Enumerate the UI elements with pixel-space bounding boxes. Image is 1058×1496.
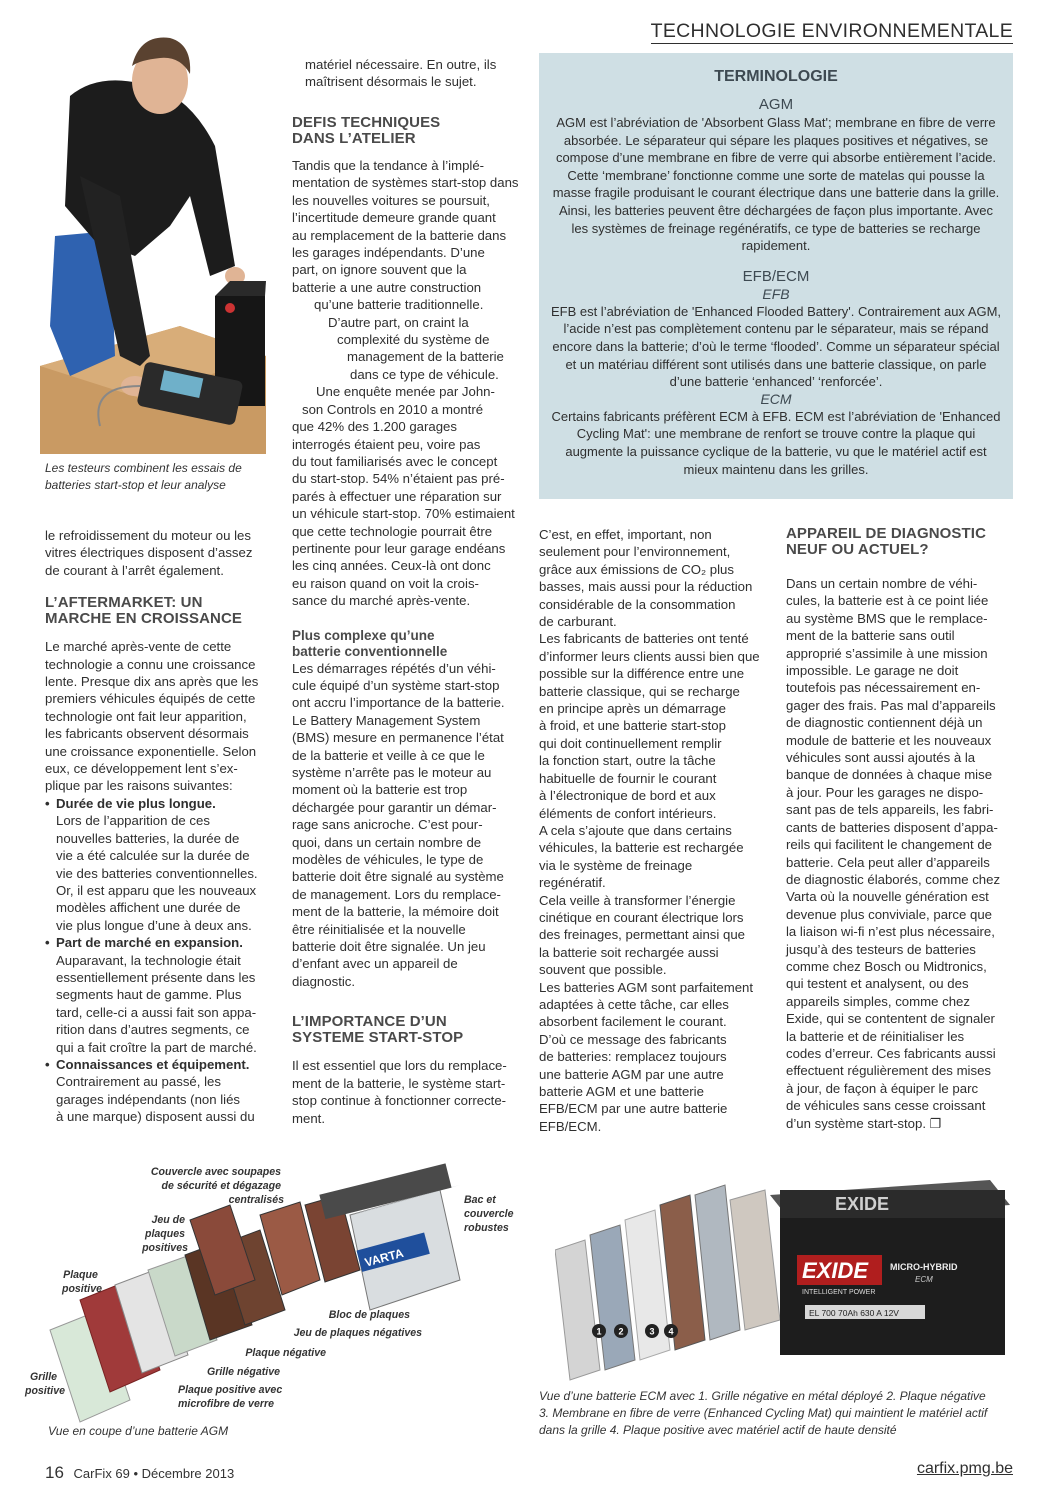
text-line: de courant à l’arrêt également. [45, 562, 224, 578]
text-line: la batterie et de réinitialiser les [786, 1028, 965, 1044]
text-line: EFB/ECM par une autre batterie [539, 1101, 728, 1117]
footer-left [45, 1463, 234, 1483]
text-line: batterie doit être signalé au système [292, 869, 504, 885]
text-line: cinétique en courant électrique lors [539, 909, 744, 925]
agm-caption: Vue en coupe d’une batterie AGM [48, 1424, 229, 1438]
text-line: qu’une batterie traditionnelle. [314, 297, 484, 313]
text-line: considérable de la consommation [539, 596, 736, 612]
mechanic-testing-battery-photo [40, 26, 266, 454]
text-line: les cinq années. Ceux-là ont donc [292, 558, 491, 574]
text-line: maîtrisent désormais le sujet. [305, 74, 477, 90]
text-line: ment de la batterie sans outil [786, 628, 955, 644]
svg-text:Bac et couvercle robus [464, 1194, 516, 1234]
ecm-top-brand: EXIDE [835, 1194, 890, 1214]
label-couvercle-3: centralisés [228, 1194, 284, 1206]
agm-text: AGM est l’abréviation de 'Absorbent Glass Mat'; membrane en fibre de verre absorbée. Le séparateur qui sépare les plaques positives et négatives, se compose d’une membrane en fibre de verre qui absorbe entièrement l’acide. Cette ‘membrane’ fonctionne comme une sorte de matelas qui pousse la masse fragile produisant le courant électrique dans une batterie dans la grille. Ainsi, les batteries peuvent être déchargées de façon plus importante. Avec les systèmes de freinage regénératifs, ce type de batteries se recharge rapidement. [552, 115, 1000, 254]
text-line: souvent que possible. [539, 962, 667, 978]
label-jeu-pos-3: positives [142, 1242, 188, 1254]
heading-line: MARCHE EN CROISSANCE [45, 610, 243, 628]
text-line: EFB/ECM. [539, 1118, 602, 1134]
text-line: batterie doit être signalée. Un jeu [292, 939, 486, 955]
text-line: reils qui facilitent le changement de [786, 837, 992, 853]
bullet-title: Part de marché en expansion. [56, 935, 243, 951]
text-line: de diagnostic élaborés, comme chez [786, 871, 1001, 887]
ecm-battery-exploded-diagram [555, 1170, 1025, 1390]
text-line: Lors de l’apparition de ces [56, 813, 210, 829]
text-line: diagnostic. [292, 973, 356, 989]
text-line: parés à effectuer une réparation sur [292, 488, 502, 504]
text-line: possible sur la différence entre une [539, 666, 745, 682]
heading-defis [292, 115, 524, 147]
text-line: C’est, en effet, important, non [539, 527, 712, 542]
text-line: de batteries: remplacez toujours [539, 1049, 727, 1065]
text-line: dans ce type de véhicule. [350, 366, 499, 382]
column-2-top [305, 56, 520, 91]
label-bac-1: Bac et [464, 1194, 496, 1206]
text-line: déchargée pour garantir un démar- [292, 799, 497, 815]
bullet-title: Connaissances et équipement. [56, 1056, 250, 1072]
label-plaque-fibre-1: Plaque positive avec [178, 1384, 283, 1396]
subheading-complexe [292, 628, 524, 660]
text-line: la batterie soit rechargée aussi [539, 944, 719, 960]
text-line: rition dans d’autres segments, ce [56, 1022, 250, 1038]
text-line: ment. [292, 1110, 325, 1126]
text-line: Le marché après-vente de cette [45, 639, 232, 655]
text-line: regénératif. [539, 875, 606, 891]
text-line: effectuent régulièrement des mises [786, 1063, 992, 1079]
efb-title: EFB [762, 285, 790, 302]
ecm-text: Certains fabricants préfèrent ECM à EFB. ECM est l’abréviation de 'Enhanced Cycling Mat': une membrane de renfort se trouve contre la plaque qui augmente la puissance cyclique de la batterie, vu que le matériel actif est mieux maintenu dans les grilles. [551, 408, 1001, 477]
text-line: le refroidissement du moteur ou les [45, 528, 251, 543]
section-header: TECHNOLOGIE ENVIRONNEMENTALE [650, 20, 1013, 42]
text-line: segments haut de gamme. Plus [56, 987, 242, 1003]
text-line: modèles de véhicules, le type de [292, 852, 484, 868]
text-line: à jour. Pour les garages ne dispo- [786, 784, 984, 800]
text-line: garages indépendants (non liés [56, 1091, 241, 1107]
text-line: véhicules, la batterie est rechargée [539, 840, 744, 856]
text-line: batterie classique, qui se recharge [539, 683, 740, 699]
text-line: adaptées à cette tâche, car elles [539, 996, 729, 1012]
ecm-caption [539, 1388, 1019, 1439]
text-line: D’où ce message des fabricants [539, 1031, 727, 1047]
text-line: à une marque) disposent aussi du [56, 1109, 255, 1125]
text-line: sance du marché après-vente. [292, 593, 471, 609]
text-line: lente. Presque dix ans après que les [45, 674, 259, 690]
text-line: Cela veille à transformer l’énergie [539, 892, 736, 908]
agm-battery-cutaway-diagram [20, 1160, 520, 1425]
ecm-brand-sub: INTELLIGENT POWER [802, 1289, 876, 1296]
bullet-dot: • [45, 795, 50, 811]
terminology-box [539, 53, 1013, 499]
svg-text:Plaque positive avec micro [178, 1384, 285, 1410]
text-line: technologie a connu une croissance [45, 656, 256, 672]
ecm-number-2: 2 [618, 1326, 624, 1337]
column-2 [292, 115, 524, 1127]
text-line: les fabricants observent désormais [45, 726, 249, 742]
agm-title: AGM [758, 96, 794, 113]
text-line: être réinitialisée et la nouvelle [292, 921, 466, 937]
text-line: module de batterie et les nouveaux [786, 732, 992, 748]
text-line: management de la batterie [347, 349, 504, 365]
text-line: moment où la batterie est trop [292, 782, 468, 798]
text-line: appareils simples, comme chez [786, 993, 970, 1009]
text-line: système n’arrête pas le moteur au [292, 765, 492, 780]
label-grille-neg: Grille négative [206, 1366, 280, 1378]
text-line: une batterie AGM par une autre [539, 1066, 724, 1082]
text-line: grâce aux émissions de CO₂ plus [539, 561, 734, 577]
text-line: Varta où la nouvelle génération est [786, 889, 989, 905]
text-line: (BMS) mesure en permanence l’état [292, 730, 504, 746]
efbecm-title: EFB/ECM [742, 267, 810, 285]
text-line: une croissance exponentielle. Selon [45, 743, 257, 759]
bullet-title: Durée de vie plus longue. [56, 795, 216, 811]
heading-appareil [786, 526, 1018, 558]
text-line: Or, il est apparu que les nouveaux [56, 882, 257, 898]
text-line: Exide, qui se contentent de signaler [786, 1011, 995, 1027]
column-4 [786, 526, 1018, 1132]
text-line: plique par les raisons suivantes: [45, 778, 233, 794]
label-bac-2: couvercle [464, 1208, 514, 1220]
text-line: gager des frais. Pas mal d’appareils [786, 697, 996, 713]
heading-line: APPAREIL DE DIAGNOSTIC [786, 525, 986, 542]
text-line: quoi, dans un certain nombre de [292, 834, 482, 850]
heading-line: NEUF OU ACTUEL? [786, 541, 929, 558]
text-line: vie plus longue d’une à deux ans. [56, 917, 252, 933]
text-line: ont accru l’importance de la batterie. [292, 695, 505, 711]
paragraph [786, 575, 1018, 1132]
label-jeu-pos-2: plaques [145, 1228, 186, 1240]
text-line: d’enfant avec un appareil de [292, 956, 458, 972]
heading-aftermarket [45, 595, 270, 627]
svg-text:Plaque positive [61, 1269, 102, 1295]
text-line: devenue plus conviviale, parce que [786, 906, 993, 922]
text-line: qui doit continuellement remplir [539, 735, 722, 751]
label-plaque-fibre-2: microfibre de verre [178, 1398, 274, 1410]
text-line: un véhicule start-stop. 70% estimaient [292, 506, 515, 522]
label-jeu-pos-1: Jeu de [151, 1214, 186, 1226]
issue-info: CarFix 69 • Décembre 2013 [73, 1466, 235, 1481]
label-bloc: Bloc de plaques [328, 1309, 410, 1321]
text-line: de la batterie et veille à ce que le [292, 747, 485, 763]
ecm-front-brand: EXIDE [802, 1258, 869, 1283]
text-line: batterie. Cela peut aller d’appareils [786, 854, 990, 870]
text-line: Tandis que la tendance à l’implé- [292, 158, 485, 173]
text-line: Il est essentiel que lors du remplace- [292, 1058, 507, 1074]
ecm-layers [555, 1185, 780, 1380]
ecm-number-3: 3 [649, 1326, 655, 1337]
text-line: Le Battery Management System [292, 712, 481, 728]
photo-caption: Les testeurs combinent les essais de batteries start-stop et leur analyse [45, 461, 242, 492]
label-bac-3: robustes [464, 1222, 509, 1234]
text-line: jusqu’à des testeurs de batteries [786, 941, 976, 957]
text-line: cule équipé d’un système start-stop [292, 677, 500, 693]
text-line: banque de données à chaque mise [786, 767, 993, 783]
text-line: Auparavant, la technologie était [56, 952, 241, 968]
text-line: Dans un certain nombre de véhi- [786, 576, 978, 591]
text-line: que 42% des 1.200 garages [292, 419, 457, 435]
text-line: à jour, de façon à équiper le parc [786, 1080, 979, 1096]
text-line: vitres électriques disposent d’assez [45, 545, 253, 561]
text-line: qui a fait croître la part de marché. [56, 1039, 257, 1055]
text-line: interrogés étaient peu, voire pas [292, 436, 481, 452]
text-line: au système BMS que le remplace- [786, 610, 988, 626]
text-line: absorbent facilement le courant. [539, 1014, 727, 1030]
text-line: du start-stop. 54% n’étaient pas pré- [292, 471, 505, 487]
svg-text:Couvercle avec soupapes de [151, 1166, 284, 1206]
paragraph [292, 1057, 524, 1127]
text-line: d’un système start-stop. ❐ [786, 1115, 942, 1131]
caption-line: 3. Membrane en fibre de verre (Enhanced Cycling Mat) qui maintient le matériel actif [539, 1406, 988, 1420]
heading-importance [292, 1014, 524, 1046]
label-jeu-neg: Jeu de plaques négatives [293, 1327, 422, 1339]
bullet-dot: • [45, 1056, 50, 1072]
column-3 [539, 526, 771, 1135]
label-couvercle-1: Couvercle avec soupapes [150, 1166, 282, 1178]
text-line: mentation de systèmes start-stop dans [292, 175, 519, 191]
text-line: de carburant. [539, 614, 617, 630]
text-line: eux, ce développement lent s’ex- [45, 761, 238, 777]
label-couvercle-2: de sécurité et dégazage [161, 1180, 282, 1192]
paragraph [292, 157, 524, 610]
text-line: qui testent et analysent, ou des [786, 976, 969, 992]
text-line: les nouvelles voitures se poursuit, [292, 192, 490, 208]
heading-line: DEFIS TECHNIQUES [292, 114, 441, 131]
paragraph [45, 638, 270, 795]
text-line: de management. Lors du remplace- [292, 886, 501, 902]
heading-line: L’IMPORTANCE D’UN [292, 1013, 447, 1031]
heading-line: L’AFTERMARKET: UN [45, 594, 203, 612]
text-line: seulement pour l’environnement, [539, 544, 731, 560]
ecm-spec: EL 700 70Ah 630 A 12V [809, 1308, 899, 1318]
text-line: premiers véhicules équipés de cette [45, 691, 256, 707]
bullet-item [45, 934, 270, 1056]
text-line: comme chez Bosch ou Midtronics, [786, 958, 987, 974]
svg-text:Grille positive [24, 1371, 65, 1397]
text-line: sant pas de tels appareils, les fabri- [786, 802, 994, 818]
label-grille-pos-2: positive [24, 1385, 66, 1397]
text-line: de diagnostic contiennent déjà un [786, 715, 983, 731]
text-line: Les démarrages répétés d’un véhi- [292, 660, 496, 676]
text-line: l’incertitude demeure grande quant [292, 210, 496, 226]
text-line: d’informer leurs clients aussi bien que [539, 648, 760, 664]
text-line: ment de la batterie, le système start- [292, 1075, 506, 1091]
text-line: en principe après un démarrage [539, 701, 726, 717]
label-plaque-pos-2: positive [61, 1283, 103, 1295]
bullet-item [45, 795, 270, 934]
text-line: des freinages, permettant ainsi que [539, 927, 745, 943]
label-plaque-pos-1: Plaque [63, 1269, 98, 1281]
text-line: part, on ignore souvent que la [292, 262, 467, 278]
text-line: modèles affichent une durée de [56, 900, 241, 916]
text-line: vie des batteries conventionnelles. [56, 865, 258, 881]
bullet-item [45, 1056, 270, 1126]
page-number: 16 [45, 1463, 64, 1482]
heading-line: SYSTEME START-STOP [292, 1029, 464, 1047]
caption-line: dans la grille 4. Plaque positive avec matériel actif de haute densité [539, 1423, 897, 1437]
text-line: codes d’erreur. Ces fabricants aussi [786, 1045, 996, 1061]
agm-brand-text: VARTA [363, 1245, 405, 1270]
text-line: éléments de confort intérieurs. [539, 805, 717, 821]
text-line: impossible. Le garage ne doit [786, 663, 959, 679]
text-line: eu raison quand on voit la crois- [292, 575, 479, 591]
text-line: matériel nécessaire. En outre, ils [305, 57, 497, 72]
text-line: A cela s’ajoute que dans certains [539, 822, 732, 838]
heading-line: DANS L’ATELIER [292, 130, 416, 147]
text-line: à l’électronique de bord et aux [539, 788, 716, 804]
text-line: ment de la batterie, la mémoire doit [292, 904, 499, 920]
text-line: Contrairement au passé, les [56, 1074, 221, 1090]
text-line: D’autre part, on craint la [328, 314, 469, 330]
text-line: au remplacement de la batterie dans [292, 227, 507, 243]
text-line: via le système de freinage [539, 857, 693, 873]
text-line: pertinente pour leur garage endéans [292, 540, 506, 556]
text-line: Les batteries AGM sont parfaitement [539, 979, 754, 995]
text-line: tard, celle-ci a aussi fait son appa- [56, 1004, 257, 1020]
text-line: les garages indépendants. D’une [292, 245, 485, 261]
text-line: essentiellement présente dans les [56, 969, 256, 985]
text-line: nouvelles batteries, la durée de [56, 830, 240, 846]
text-line: vie a été calculée sur la durée de [56, 848, 250, 864]
text-line: Une enquête menée par John- [316, 384, 495, 400]
text-line: stop continue à fonctionner correcte- [292, 1093, 507, 1109]
label-plaque-neg: Plaque négative [245, 1347, 326, 1359]
caption-line: Vue d’une batterie ECM avec 1. Grille négative en métal déployé 2. Plaque négative [539, 1389, 986, 1403]
text-line: habituelle de fournir le courant [539, 770, 717, 786]
column-1 [45, 527, 270, 1126]
text-line: toutefois pas nécessairement en- [786, 680, 981, 696]
efb-text: EFB est l’abréviation de 'Enhanced Flooded Battery'. Contrairement aux AGM, l’acide n’est pas complètement contenu par le séparateur, mais se répand encore dans la batterie; d’où le terme ‘flooded’. Comme un séparateur spécial et un matériau différent sont utilisés dans une batterie classique, on parle d’une batterie ‘enhanced’ ‘renforcée’. [550, 303, 1002, 390]
text-line: à froid, et une batterie start-stop [539, 718, 726, 734]
text-line: cants de batteries disposent d’appa- [786, 819, 998, 835]
ecm-title: ECM [760, 390, 792, 407]
text-line: approprié s’assimile à une mission [786, 645, 988, 661]
website-link[interactable]: carfix.pmg.be [916, 1460, 1013, 1477]
text-line: la fonction start, outre la tâche [539, 753, 716, 769]
subheading-line: batterie conventionnelle [292, 643, 448, 659]
text-line: véhicules sont aussi ajoutés à la [786, 750, 976, 766]
label-grille-pos-1: Grille [29, 1371, 58, 1383]
terminology-title: TERMINOLOGIE [714, 68, 838, 85]
text-line: basses, mais aussi pour la réduction [539, 579, 753, 595]
text-line: son Controls en 2010 a montré [302, 401, 484, 417]
ecm-badge: MICRO-HYBRID [890, 1262, 958, 1272]
text-line: cules, la batterie est à ce point liée [786, 593, 989, 609]
text-line: rage sans anicroche. C’est pour- [292, 817, 483, 833]
text-line: de véhicules sans cesse croissant [786, 1098, 986, 1114]
text-line: technologie ont fait leur apparition, [45, 708, 247, 724]
ecm-number-4: 4 [668, 1326, 674, 1337]
ecm-badge-sub: ECM [915, 1275, 933, 1284]
text-line: complexité du système de [337, 332, 490, 348]
ecm-number-1: 1 [596, 1326, 602, 1337]
text-line: batterie a une autre construction [292, 279, 482, 295]
text-line: la liaison wi-fi n’est plus nécessaire, [786, 924, 995, 940]
svg-text:Jeu de plaques positiv [141, 1214, 188, 1254]
bullet-dot: • [45, 935, 50, 951]
paragraph [292, 660, 524, 991]
subheading-line: Plus complexe qu’une [292, 627, 435, 643]
text-line: que cette technologie pourrait être [292, 523, 493, 539]
text-line: du tout familiarisés avec le concept [292, 453, 498, 469]
text-line: Les fabricants de batteries ont tenté [539, 631, 749, 647]
text-line: batterie AGM et une batterie [539, 1084, 704, 1099]
